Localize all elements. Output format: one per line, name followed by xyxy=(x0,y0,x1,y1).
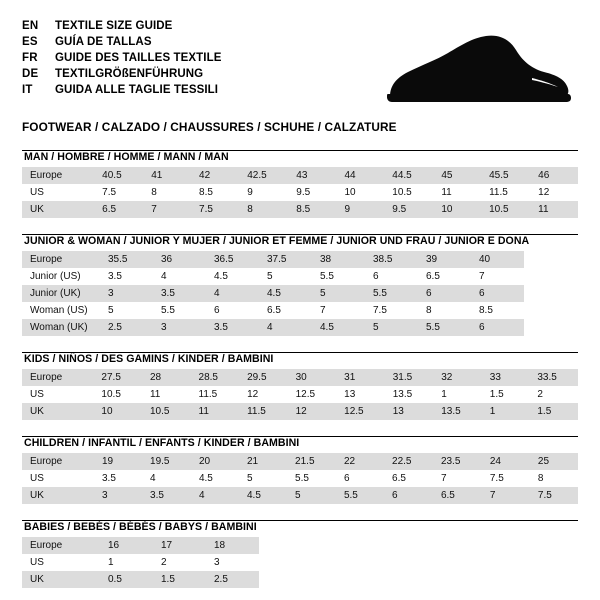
row-label: UK xyxy=(22,571,100,588)
size-cell: 7.5 xyxy=(365,302,418,319)
row-label: US xyxy=(22,184,94,201)
size-cell: 6 xyxy=(384,487,433,504)
size-cell: 4.5 xyxy=(239,487,287,504)
size-cell: 5.5 xyxy=(418,319,471,336)
size-cell: 36 xyxy=(153,251,206,268)
size-cell: 22.5 xyxy=(384,453,433,470)
size-table xyxy=(22,251,524,336)
size-cell: 6 xyxy=(365,268,418,285)
table-row xyxy=(22,319,524,336)
row-label: UK xyxy=(22,487,94,504)
table-row xyxy=(22,268,524,285)
size-table xyxy=(22,369,578,420)
size-cell: 5 xyxy=(259,268,312,285)
size-cell: 27.5 xyxy=(93,369,142,386)
size-cell: 1.5 xyxy=(529,403,578,420)
row-label: Europe xyxy=(22,453,94,470)
category-title: FOOTWEAR / CALZADO / CHAUSSURES / SCHUHE / CALZATURE xyxy=(22,120,397,134)
size-cell: 10 xyxy=(433,201,481,218)
size-cell: 5.5 xyxy=(153,302,206,319)
size-cell: 3.5 xyxy=(206,319,259,336)
size-cell: 8.5 xyxy=(191,184,239,201)
size-cell: 7 xyxy=(143,201,191,218)
table-row xyxy=(22,201,578,218)
size-cell: 45.5 xyxy=(481,167,530,184)
language-title: TEXTILGRÖßENFÜHRUNG xyxy=(55,68,204,80)
size-cell: 6.5 xyxy=(94,201,143,218)
size-cell: 37.5 xyxy=(259,251,312,268)
size-cell: 5 xyxy=(365,319,418,336)
size-cell: 3 xyxy=(100,285,153,302)
table-row xyxy=(22,571,259,588)
language-title: GUIDE DES TAILLES TEXTILE xyxy=(55,52,222,64)
size-cell: 6 xyxy=(471,285,524,302)
size-cell: 32 xyxy=(433,369,482,386)
size-cell: 6.5 xyxy=(259,302,312,319)
size-cell: 3.5 xyxy=(94,470,142,487)
size-cell: 19.5 xyxy=(142,453,191,470)
size-cell: 7.5 xyxy=(530,487,578,504)
size-cell: 4 xyxy=(153,268,206,285)
row-label: US xyxy=(22,554,100,571)
row-label: US xyxy=(22,470,94,487)
size-cell: 11.5 xyxy=(191,386,240,403)
language-code: IT xyxy=(22,84,33,96)
size-cell: 35.5 xyxy=(100,251,153,268)
size-cell: 1.5 xyxy=(482,386,530,403)
size-block-title: JUNIOR & WOMAN / JUNIOR Y MUJER / JUNIOR ET FEMME / JUNIOR UND FRAU / JUNIOR E DONA xyxy=(24,235,530,247)
size-cell: 2 xyxy=(529,386,578,403)
table-row xyxy=(22,302,524,319)
size-cell: 5.5 xyxy=(287,470,336,487)
size-cell: 7 xyxy=(471,268,524,285)
size-cell: 12 xyxy=(239,386,288,403)
table-row xyxy=(22,251,524,268)
size-table xyxy=(22,167,578,218)
language-code: ES xyxy=(22,36,38,48)
language-code: EN xyxy=(22,20,39,32)
row-label: UK xyxy=(22,201,94,218)
size-cell: 42 xyxy=(191,167,239,184)
size-cell: 7 xyxy=(482,487,530,504)
size-cell: 36.5 xyxy=(206,251,259,268)
size-cell: 28 xyxy=(142,369,191,386)
row-label: Europe xyxy=(22,369,93,386)
size-cell: 3.5 xyxy=(100,268,153,285)
size-cell: 4.5 xyxy=(259,285,312,302)
size-cell: 10.5 xyxy=(93,386,142,403)
size-cell: 6 xyxy=(418,285,471,302)
row-label: US xyxy=(22,386,93,403)
row-label: Woman (UK) xyxy=(22,319,100,336)
size-cell: 46 xyxy=(530,167,578,184)
size-cell: 40.5 xyxy=(94,167,143,184)
size-block-title: MAN / HOMBRE / HOMME / MANN / MAN xyxy=(24,151,229,163)
size-block-title: BABIES / BEBÉS / BÉBÉS / BABYS / BAMBINI xyxy=(24,521,257,533)
size-cell: 2 xyxy=(153,554,206,571)
row-label: Junior (UK) xyxy=(22,285,100,302)
size-cell: 12.5 xyxy=(336,403,385,420)
table-row xyxy=(22,470,578,487)
size-cell: 42.5 xyxy=(239,167,288,184)
size-cell: 39 xyxy=(418,251,471,268)
size-tables xyxy=(22,150,578,588)
size-cell: 31 xyxy=(336,369,385,386)
size-cell: 1 xyxy=(100,554,153,571)
table-row xyxy=(22,369,578,386)
size-cell: 3.5 xyxy=(142,487,191,504)
table-row xyxy=(22,285,524,302)
size-cell: 13.5 xyxy=(433,403,482,420)
row-label: UK xyxy=(22,403,93,420)
table-row xyxy=(22,537,259,554)
size-cell: 4 xyxy=(142,470,191,487)
size-cell: 11.5 xyxy=(481,184,530,201)
size-cell: 8 xyxy=(239,201,288,218)
size-cell: 6.5 xyxy=(433,487,482,504)
size-cell: 10 xyxy=(93,403,142,420)
size-cell: 16 xyxy=(100,537,153,554)
size-cell: 11 xyxy=(191,403,240,420)
size-block xyxy=(22,436,578,504)
size-cell: 7.5 xyxy=(482,470,530,487)
size-cell: 7 xyxy=(433,470,482,487)
size-cell: 5 xyxy=(239,470,287,487)
size-cell: 6.5 xyxy=(418,268,471,285)
size-cell: 13 xyxy=(336,386,385,403)
table-row xyxy=(22,554,259,571)
size-cell: 21.5 xyxy=(287,453,336,470)
language-row xyxy=(22,18,578,34)
size-cell: 2.5 xyxy=(100,319,153,336)
size-cell: 29.5 xyxy=(239,369,288,386)
size-cell: 4 xyxy=(191,487,239,504)
size-cell: 3.5 xyxy=(153,285,206,302)
size-cell: 4.5 xyxy=(312,319,365,336)
size-cell: 45 xyxy=(433,167,481,184)
size-cell: 8 xyxy=(530,470,578,487)
size-cell: 22 xyxy=(336,453,384,470)
row-label: Europe xyxy=(22,537,100,554)
size-cell: 40 xyxy=(471,251,524,268)
language-title: GUIDA ALLE TAGLIE TESSILI xyxy=(55,84,219,96)
size-cell: 12 xyxy=(530,184,578,201)
size-cell: 24 xyxy=(482,453,530,470)
size-cell: 23.5 xyxy=(433,453,482,470)
language-title: TEXTILE SIZE GUIDE xyxy=(55,20,173,32)
size-cell: 9.5 xyxy=(288,184,336,201)
size-cell: 41 xyxy=(143,167,191,184)
size-block-title: CHILDREN / INFANTIL / ENFANTS / KINDER / BAMBINI xyxy=(24,437,300,449)
size-block xyxy=(22,520,578,588)
size-cell: 0.5 xyxy=(100,571,153,588)
size-block-title: KIDS / NIÑOS / DES GAMINS / KINDER / BAMBINI xyxy=(24,353,274,365)
size-cell: 30 xyxy=(288,369,337,386)
size-cell: 6.5 xyxy=(384,470,433,487)
size-cell: 25 xyxy=(530,453,578,470)
language-code: DE xyxy=(22,68,39,80)
size-table xyxy=(22,537,259,588)
size-cell: 3 xyxy=(206,554,259,571)
size-cell: 4.5 xyxy=(191,470,239,487)
row-label: Europe xyxy=(22,251,100,268)
size-cell: 10.5 xyxy=(384,184,433,201)
size-cell: 6 xyxy=(471,319,524,336)
table-row xyxy=(22,386,578,403)
size-cell: 1 xyxy=(482,403,530,420)
size-cell: 10.5 xyxy=(481,201,530,218)
size-cell: 19 xyxy=(94,453,142,470)
size-cell: 7.5 xyxy=(94,184,143,201)
row-label: Woman (US) xyxy=(22,302,100,319)
size-cell: 11.5 xyxy=(239,403,288,420)
size-cell: 33.5 xyxy=(529,369,578,386)
size-cell: 18 xyxy=(206,537,259,554)
table-row xyxy=(22,167,578,184)
size-cell: 1.5 xyxy=(153,571,206,588)
size-cell: 5.5 xyxy=(336,487,384,504)
size-cell: 43 xyxy=(288,167,336,184)
size-cell: 5.5 xyxy=(312,268,365,285)
size-cell: 11 xyxy=(142,386,191,403)
size-block xyxy=(22,234,578,336)
size-cell: 44 xyxy=(336,167,384,184)
size-cell: 11 xyxy=(530,201,578,218)
size-cell: 7 xyxy=(312,302,365,319)
dress-shoe-icon xyxy=(382,34,572,106)
size-cell: 5 xyxy=(312,285,365,302)
size-cell: 5 xyxy=(287,487,336,504)
table-row xyxy=(22,487,578,504)
size-cell: 4.5 xyxy=(206,268,259,285)
size-table xyxy=(22,453,578,504)
size-cell: 4 xyxy=(259,319,312,336)
size-cell: 9.5 xyxy=(384,201,433,218)
size-cell: 12.5 xyxy=(288,386,337,403)
table-row xyxy=(22,453,578,470)
size-cell: 38.5 xyxy=(365,251,418,268)
size-cell: 12 xyxy=(288,403,337,420)
size-cell: 6 xyxy=(336,470,384,487)
size-cell: 3 xyxy=(94,487,142,504)
size-cell: 38 xyxy=(312,251,365,268)
size-cell: 8.5 xyxy=(471,302,524,319)
size-cell: 20 xyxy=(191,453,239,470)
size-cell: 11 xyxy=(433,184,481,201)
size-cell: 9 xyxy=(336,201,384,218)
size-cell: 31.5 xyxy=(385,369,434,386)
size-cell: 10 xyxy=(336,184,384,201)
size-cell: 4 xyxy=(206,285,259,302)
size-cell: 13 xyxy=(385,403,434,420)
size-cell: 8 xyxy=(418,302,471,319)
size-cell: 6 xyxy=(206,302,259,319)
header xyxy=(22,18,578,106)
size-block xyxy=(22,352,578,420)
size-cell: 17 xyxy=(153,537,206,554)
size-cell: 3 xyxy=(153,319,206,336)
size-cell: 44.5 xyxy=(384,167,433,184)
size-cell: 8.5 xyxy=(288,201,336,218)
size-block xyxy=(22,150,578,218)
size-cell: 7.5 xyxy=(191,201,239,218)
size-cell: 13.5 xyxy=(385,386,434,403)
size-cell: 5.5 xyxy=(365,285,418,302)
language-title: GUÍA DE TALLAS xyxy=(55,36,152,48)
table-row xyxy=(22,184,578,201)
size-cell: 8 xyxy=(143,184,191,201)
size-cell: 28.5 xyxy=(191,369,240,386)
size-cell: 33 xyxy=(482,369,530,386)
size-cell: 10.5 xyxy=(142,403,191,420)
size-cell: 1 xyxy=(433,386,482,403)
table-row xyxy=(22,403,578,420)
language-code: FR xyxy=(22,52,38,64)
size-cell: 21 xyxy=(239,453,287,470)
size-cell: 9 xyxy=(239,184,288,201)
row-label: Junior (US) xyxy=(22,268,100,285)
size-cell: 2.5 xyxy=(206,571,259,588)
size-cell: 5 xyxy=(100,302,153,319)
row-label: Europe xyxy=(22,167,94,184)
